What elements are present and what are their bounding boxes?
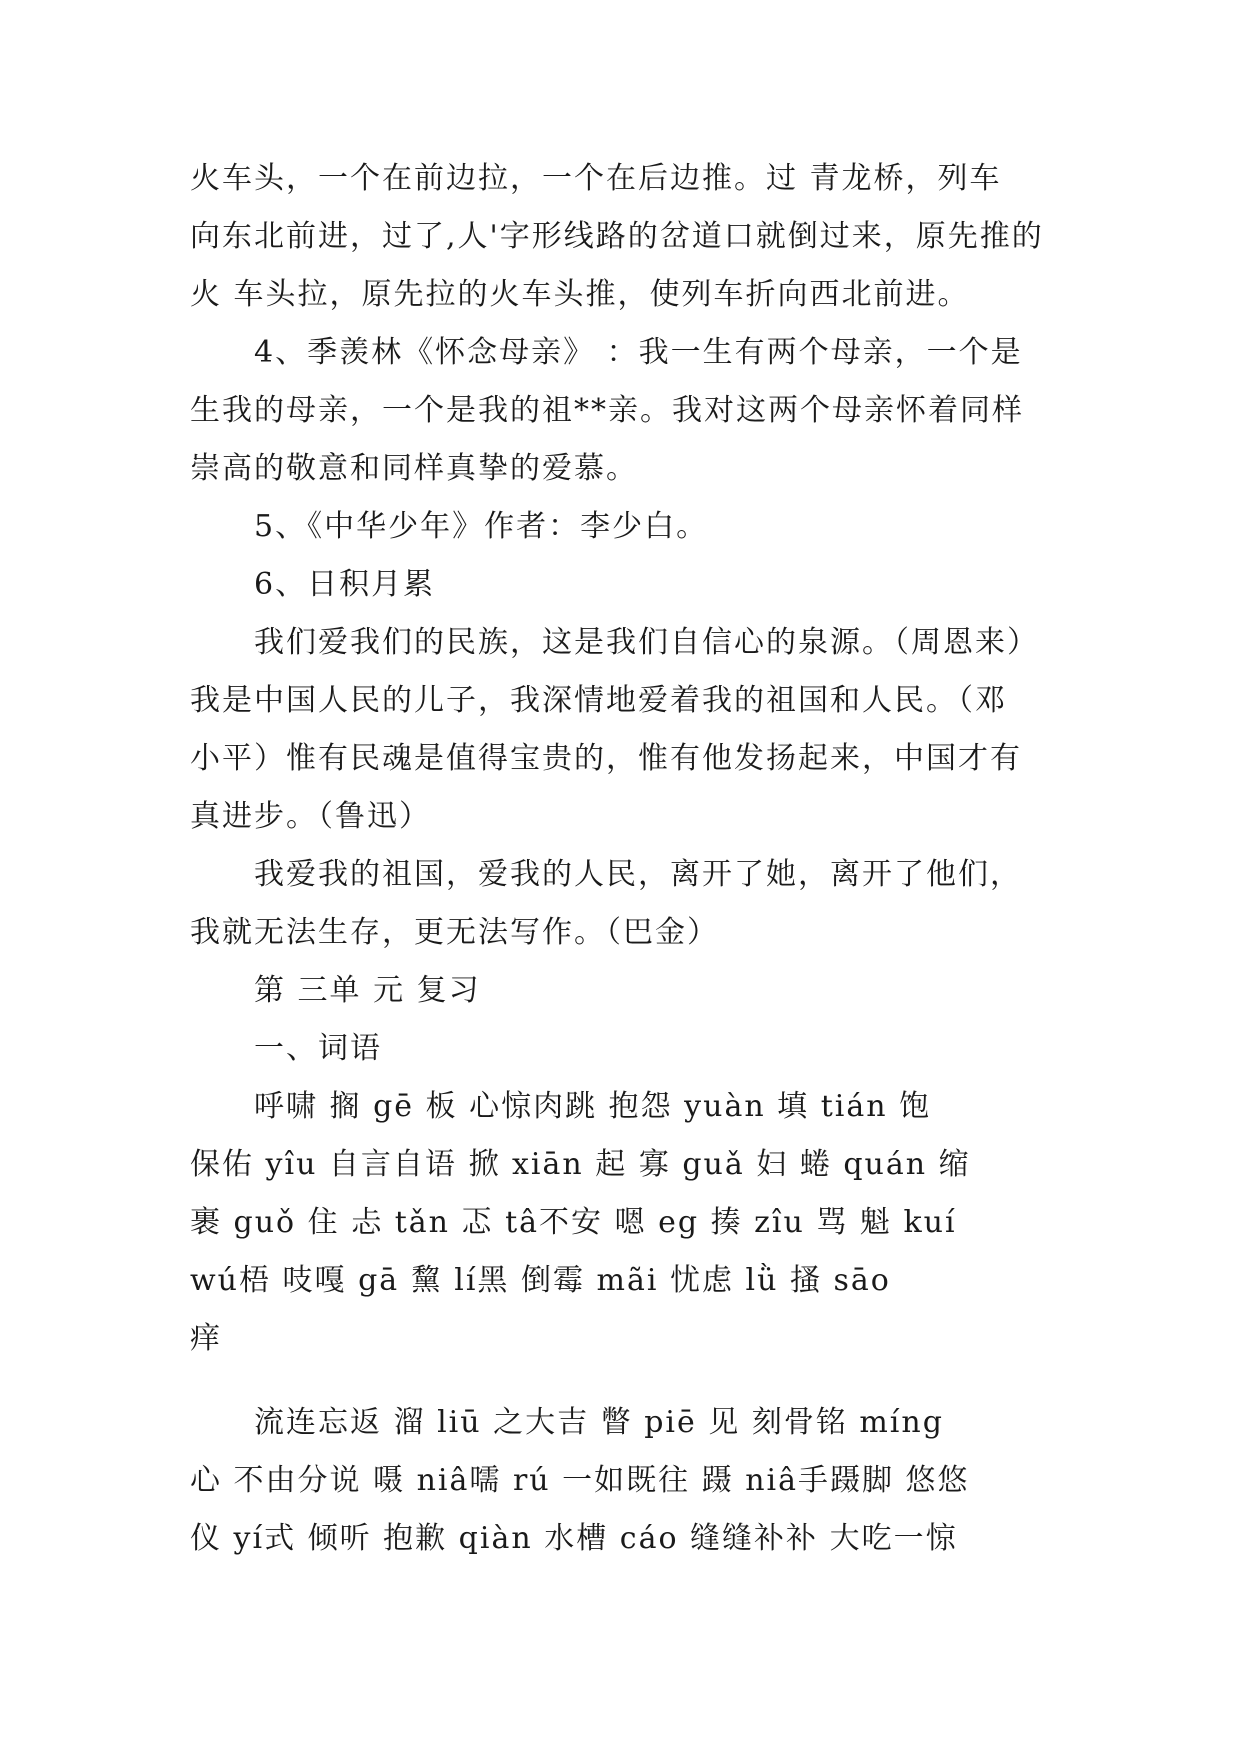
vocab-line: 保佑 yîu 自言自语 掀 xiān 起 寡 guǎ 妇 蜷 quán 缩 (190, 1147, 971, 1182)
vocab-line: 流连忘返 溜 liū 之大吉 瞥 piē 见 刻骨铭 míng (254, 1405, 944, 1440)
text-line: 我爱我的祖国，爱我的人民，离开了她，离开了他们， (254, 857, 1022, 892)
text-line: 我是中国人民的儿子，我深情地爱着我的祖国和人民。（邓 (190, 683, 1007, 718)
vocab-line: 仪 yí式 倾听 抱歉 qiàn 水槽 cáo 缝缝补补 大吃一惊 (190, 1521, 958, 1556)
text-line: 真进步。（鲁迅） (190, 799, 431, 834)
vocab-line: 呼啸 搁 gē 板 心惊肉跳 抱怨 yuàn 填 tián 饱 (254, 1089, 932, 1124)
text-line: 崇高的敬意和同样真挚的爱慕。 (190, 451, 638, 486)
text-line: 火车头，一个在前边拉，一个在后边推。过 青龙桥，列车 (190, 161, 1002, 196)
vocab-line: wú梧 吱嘎 gā 黧 lí黑 倒霉 mãi 忧虑 lǜ 搔 sāo (190, 1263, 891, 1298)
text-line: 火 车头拉，原先拉的火车头推，使列车折向西北前进。 (190, 277, 970, 312)
text-line: 5、《中华少年》作者：李少白。 (254, 509, 709, 544)
document-body (190, 150, 1050, 1568)
text-line: 我就无法生存，更无法写作。（巴金） (190, 915, 719, 950)
text-line: 我们爱我们的民族，这是我们自信心的泉源。（周恩来） (254, 625, 1039, 660)
text-line: 生我的母亲，一个是我的祖**亲。我对这两个母亲怀着同样 (190, 393, 1024, 428)
vocab-line: 心 不由分说 嗫 niâ嚅 rú 一如既往 蹑 niâ手蹑脚 悠悠 (190, 1463, 970, 1498)
vocab-line: 痒 (190, 1321, 222, 1356)
text-line: 4、季羡林《怀念母亲》 ：我一生有两个母亲，一个是 (254, 335, 1023, 370)
text-line: 小平）惟有民魂是值得宝贵的，惟有他发扬起来，中国才有 (190, 741, 1022, 776)
paragraph-gap (190, 1368, 1050, 1394)
unit-heading: 第 三单 元 复习 (254, 973, 481, 1008)
section-heading: 6、日积月累 (254, 567, 436, 602)
vocab-line: 裹 guǒ 住 忐 tǎn 忑 tâ不安 嗯 eg 揍 zîu 骂 魁 kuí (190, 1205, 957, 1240)
section-heading: 一、词语 (254, 1031, 382, 1066)
text-line: 向东北前进，过了,人'字形线路的岔道口就倒过来，原先推的 (190, 219, 1044, 254)
